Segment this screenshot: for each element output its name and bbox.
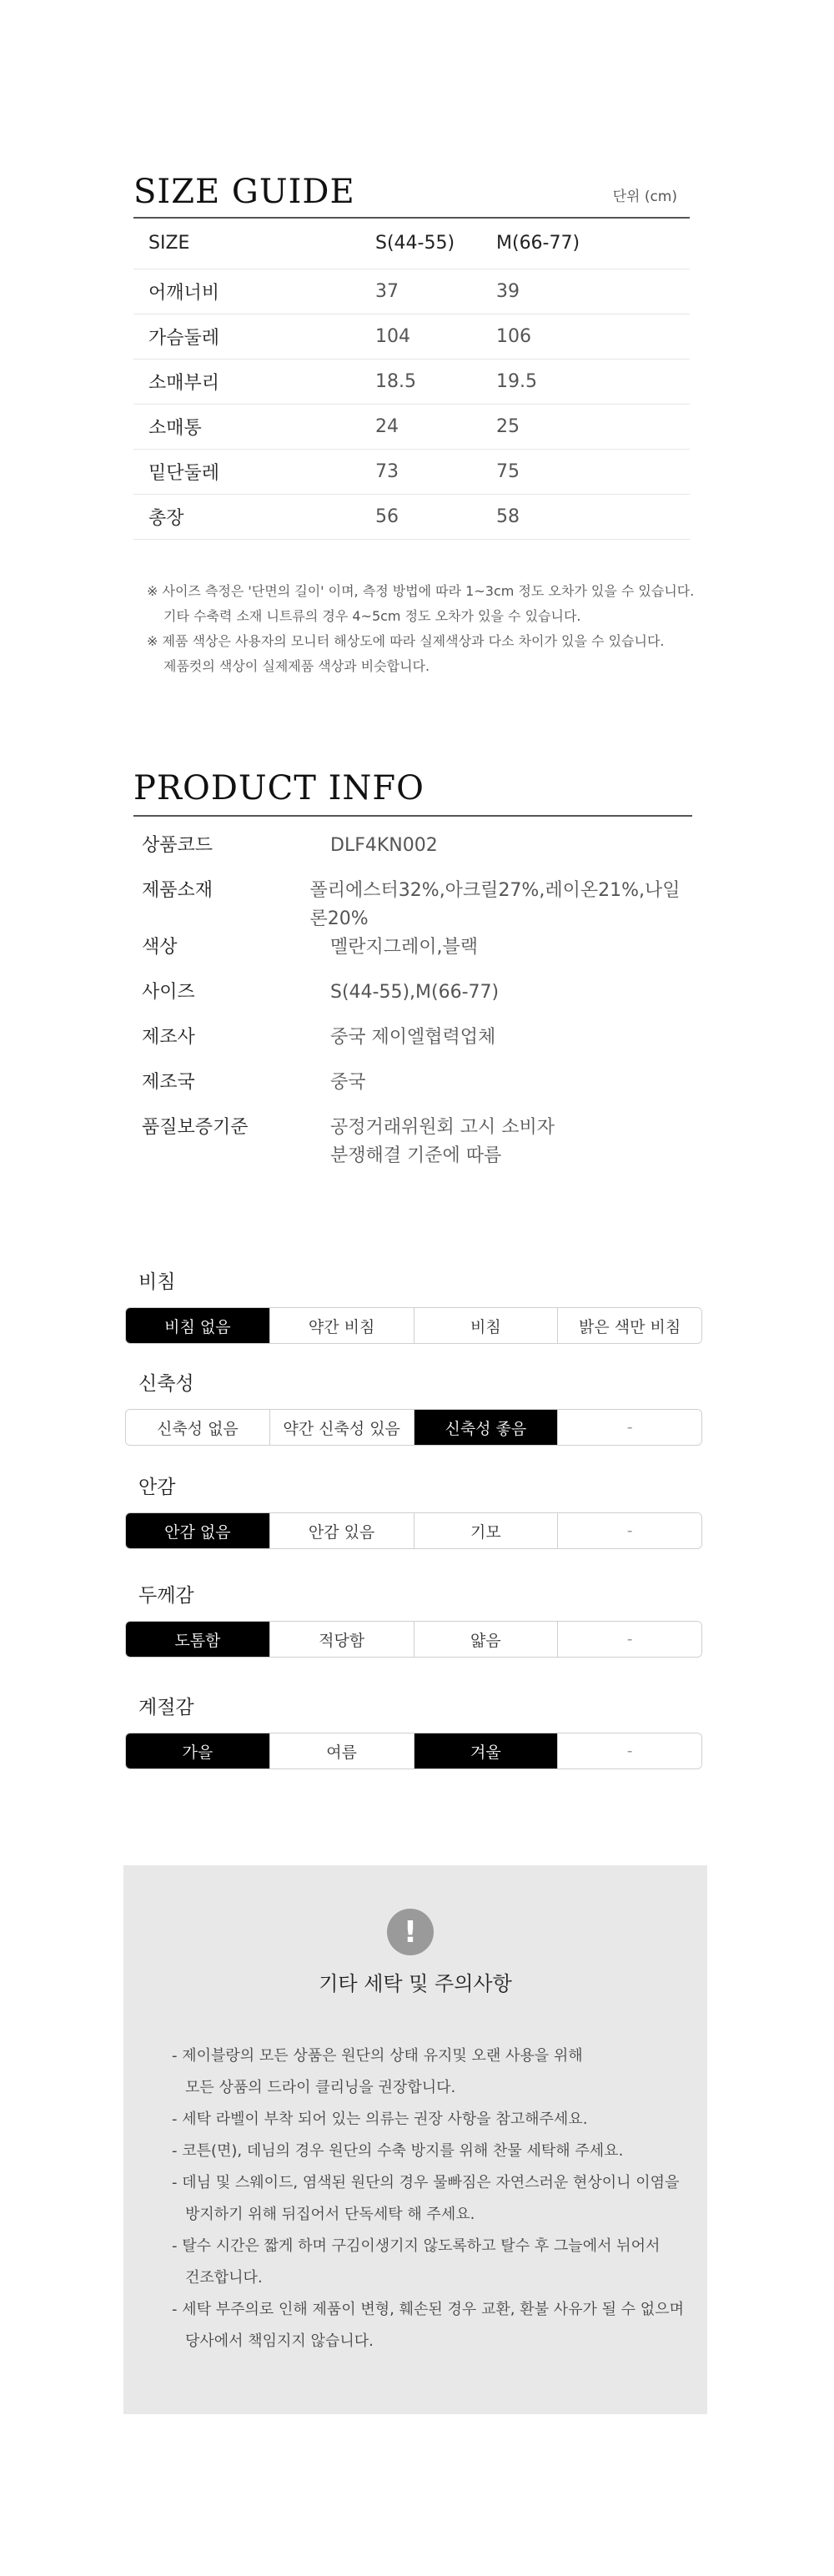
care-line: 방지하기 위해 뒤집어서 단독세탁 해 주세요. <box>185 2206 475 2223</box>
option-group-stretch <box>125 1368 702 1446</box>
info-row-size <box>133 979 692 1024</box>
row-value-m: 58 <box>496 494 690 539</box>
row-value-s: 18.5 <box>375 359 496 404</box>
info-key: 제조국 <box>142 1072 195 1093</box>
info-key: 상품코드 <box>142 835 214 856</box>
table-row <box>133 269 690 314</box>
size-table-header-row <box>133 219 690 269</box>
care-line: 건조합니다. <box>185 2269 263 2287</box>
row-label: 소매통 <box>133 404 375 449</box>
option-label: 신축성 <box>138 1373 194 1395</box>
option-label: 계절감 <box>138 1697 194 1718</box>
option-label: 안감 <box>138 1477 176 1498</box>
option-group-lining <box>125 1472 702 1549</box>
care-list <box>172 2040 689 2357</box>
option-group-thickness <box>125 1580 702 1658</box>
option-cell: 여름 <box>270 1733 414 1768</box>
row-value-s: 24 <box>375 404 496 449</box>
row-value-s: 37 <box>375 269 496 314</box>
table-row <box>133 449 690 494</box>
info-key: 품질보증기준 <box>142 1117 249 1138</box>
option-bar <box>125 1621 702 1658</box>
info-value: S(44-55),M(66-77) <box>330 982 500 1003</box>
info-row-material <box>133 877 692 933</box>
info-row-warranty <box>133 1114 692 1170</box>
info-row-country <box>133 1069 692 1114</box>
option-cell: 비침 <box>414 1308 559 1343</box>
info-row-code <box>133 832 692 877</box>
row-value-s: 56 <box>375 494 496 539</box>
care-line: - 탈수 시간은 짧게 하며 구김이생기지 않도록하고 탈수 후 그늘에서 뉘어서 <box>172 2237 661 2255</box>
info-value: 중국 제이엘협력업체 <box>330 1027 496 1048</box>
option-cell: 밝은 색만 비침 <box>558 1308 701 1343</box>
size-header-s: S(44-55) <box>375 219 496 269</box>
option-cell: 적당함 <box>270 1622 414 1657</box>
row-label: 가슴둘레 <box>133 314 375 359</box>
option-cell: - <box>558 1733 701 1768</box>
care-line: - 세탁 부주의로 인해 제품이 변형, 훼손된 경우 교환, 환불 사유가 될 수 없으며 <box>172 2301 684 2318</box>
info-value: DLF4KN002 <box>330 835 438 856</box>
row-label: 소매부리 <box>133 359 375 404</box>
info-key: 제품소재 <box>142 880 214 901</box>
size-guide-section <box>133 175 690 540</box>
info-key: 사이즈 <box>142 982 195 1003</box>
size-table <box>133 219 690 540</box>
info-value-line: 분쟁해결 기준에 따름 <box>330 1145 502 1166</box>
note-line: 기타 수축력 소재 니트류의 경우 4~5cm 정도 오차가 있을 수 있습니다. <box>163 608 581 624</box>
row-value-m: 25 <box>496 404 690 449</box>
care-line: - 코튼(면), 데님의 경우 원단의 수축 방지를 위해 찬물 세탁해 주세요. <box>172 2142 624 2160</box>
note-line: 제품컷의 색상이 실제제품 색상과 비슷합니다. <box>163 658 430 674</box>
info-row-color <box>133 933 692 979</box>
product-info-list <box>133 832 692 1170</box>
option-cell: 얇음 <box>414 1622 559 1657</box>
care-line: - 제이블랑의 모든 상품은 원단의 상태 유지및 오랜 사용을 위해 <box>172 2047 583 2065</box>
size-header-m: M(66-77) <box>496 219 690 269</box>
note-line: ※ 제품 색상은 사용자의 모니터 해상도에 따라 실제색상과 다소 차이가 있을 수 있습니다. <box>147 633 665 649</box>
size-guide-title: SIZE GUIDE <box>133 173 355 211</box>
info-value: 중국 <box>330 1072 366 1093</box>
info-value-line: 공정거래위원회 고시 소비자 <box>330 1117 555 1138</box>
option-cell: 비침 없음 <box>126 1308 270 1343</box>
care-instructions-box <box>123 1865 707 2414</box>
option-cell: 도톰함 <box>126 1622 270 1657</box>
unit-label: 단위 (cm) <box>612 189 677 205</box>
option-cell: 약간 신축성 있음 <box>270 1410 414 1445</box>
info-value: 멜란지그레이,블랙 <box>330 937 479 958</box>
care-title: 기타 세탁 및 주의사항 <box>319 1972 512 1995</box>
option-cell: - <box>558 1622 701 1657</box>
row-value-m: 106 <box>496 314 690 359</box>
row-label: 어깨너비 <box>133 269 375 314</box>
row-label: 밑단둘레 <box>133 449 375 494</box>
option-label: 비침 <box>138 1271 176 1293</box>
option-bar <box>125 1733 702 1769</box>
option-cell: 안감 없음 <box>126 1513 270 1548</box>
option-label: 두께감 <box>138 1585 194 1607</box>
size-notes <box>147 579 714 679</box>
size-header-size: SIZE <box>133 219 375 269</box>
row-value-s: 104 <box>375 314 496 359</box>
product-info-header <box>133 769 692 817</box>
size-guide-header <box>133 175 690 219</box>
row-value-m: 19.5 <box>496 359 690 404</box>
table-row <box>133 359 690 404</box>
row-value-m: 39 <box>496 269 690 314</box>
table-row <box>133 314 690 359</box>
row-value-s: 73 <box>375 449 496 494</box>
option-cell: 신축성 좋음 <box>414 1410 559 1445</box>
option-cell: 약간 비침 <box>270 1308 414 1343</box>
product-info-title: PRODUCT INFO <box>133 769 425 808</box>
option-bar <box>125 1409 702 1446</box>
option-cell: 기모 <box>414 1513 559 1548</box>
note-line: ※ 사이즈 측정은 '단면의 길이' 이며, 측정 방법에 따라 1~3cm 정도 오차가 있을 수 있습니다. <box>147 583 695 599</box>
info-value <box>330 1114 555 1170</box>
option-bar <box>125 1512 702 1549</box>
table-row <box>133 404 690 449</box>
info-key: 색상 <box>142 937 178 958</box>
row-label: 총장 <box>133 494 375 539</box>
option-group-sheer <box>125 1266 702 1344</box>
option-cell: 겨울 <box>414 1733 559 1768</box>
care-line: - 세탁 라벨이 부착 되어 있는 의류는 권장 사항을 참고해주세요. <box>172 2111 588 2128</box>
product-info-section <box>133 769 692 1170</box>
option-cell: 안감 있음 <box>270 1513 414 1548</box>
care-line: - 데님 및 스웨이드, 염색된 원단의 경우 물빠짐은 자연스러운 현상이니 이염을 <box>172 2174 680 2191</box>
option-bar <box>125 1307 702 1344</box>
option-cell: - <box>558 1410 701 1445</box>
option-cell: 가을 <box>126 1733 270 1768</box>
info-key: 제조사 <box>142 1027 195 1048</box>
care-line: 당사에서 책임지지 않습니다. <box>185 2332 374 2350</box>
table-row <box>133 494 690 539</box>
info-row-manufacturer <box>133 1024 692 1069</box>
option-cell: - <box>558 1513 701 1548</box>
option-group-season <box>125 1692 702 1769</box>
info-value: 폴리에스터32%,아크릴27%,레이온21%,나일론20% <box>309 880 681 929</box>
row-value-m: 75 <box>496 449 690 494</box>
option-cell: 신축성 없음 <box>126 1410 270 1445</box>
care-line: 모든 상품의 드라이 클리닝을 권장합니다. <box>185 2079 456 2096</box>
exclamation-icon: ! <box>387 1909 434 1955</box>
